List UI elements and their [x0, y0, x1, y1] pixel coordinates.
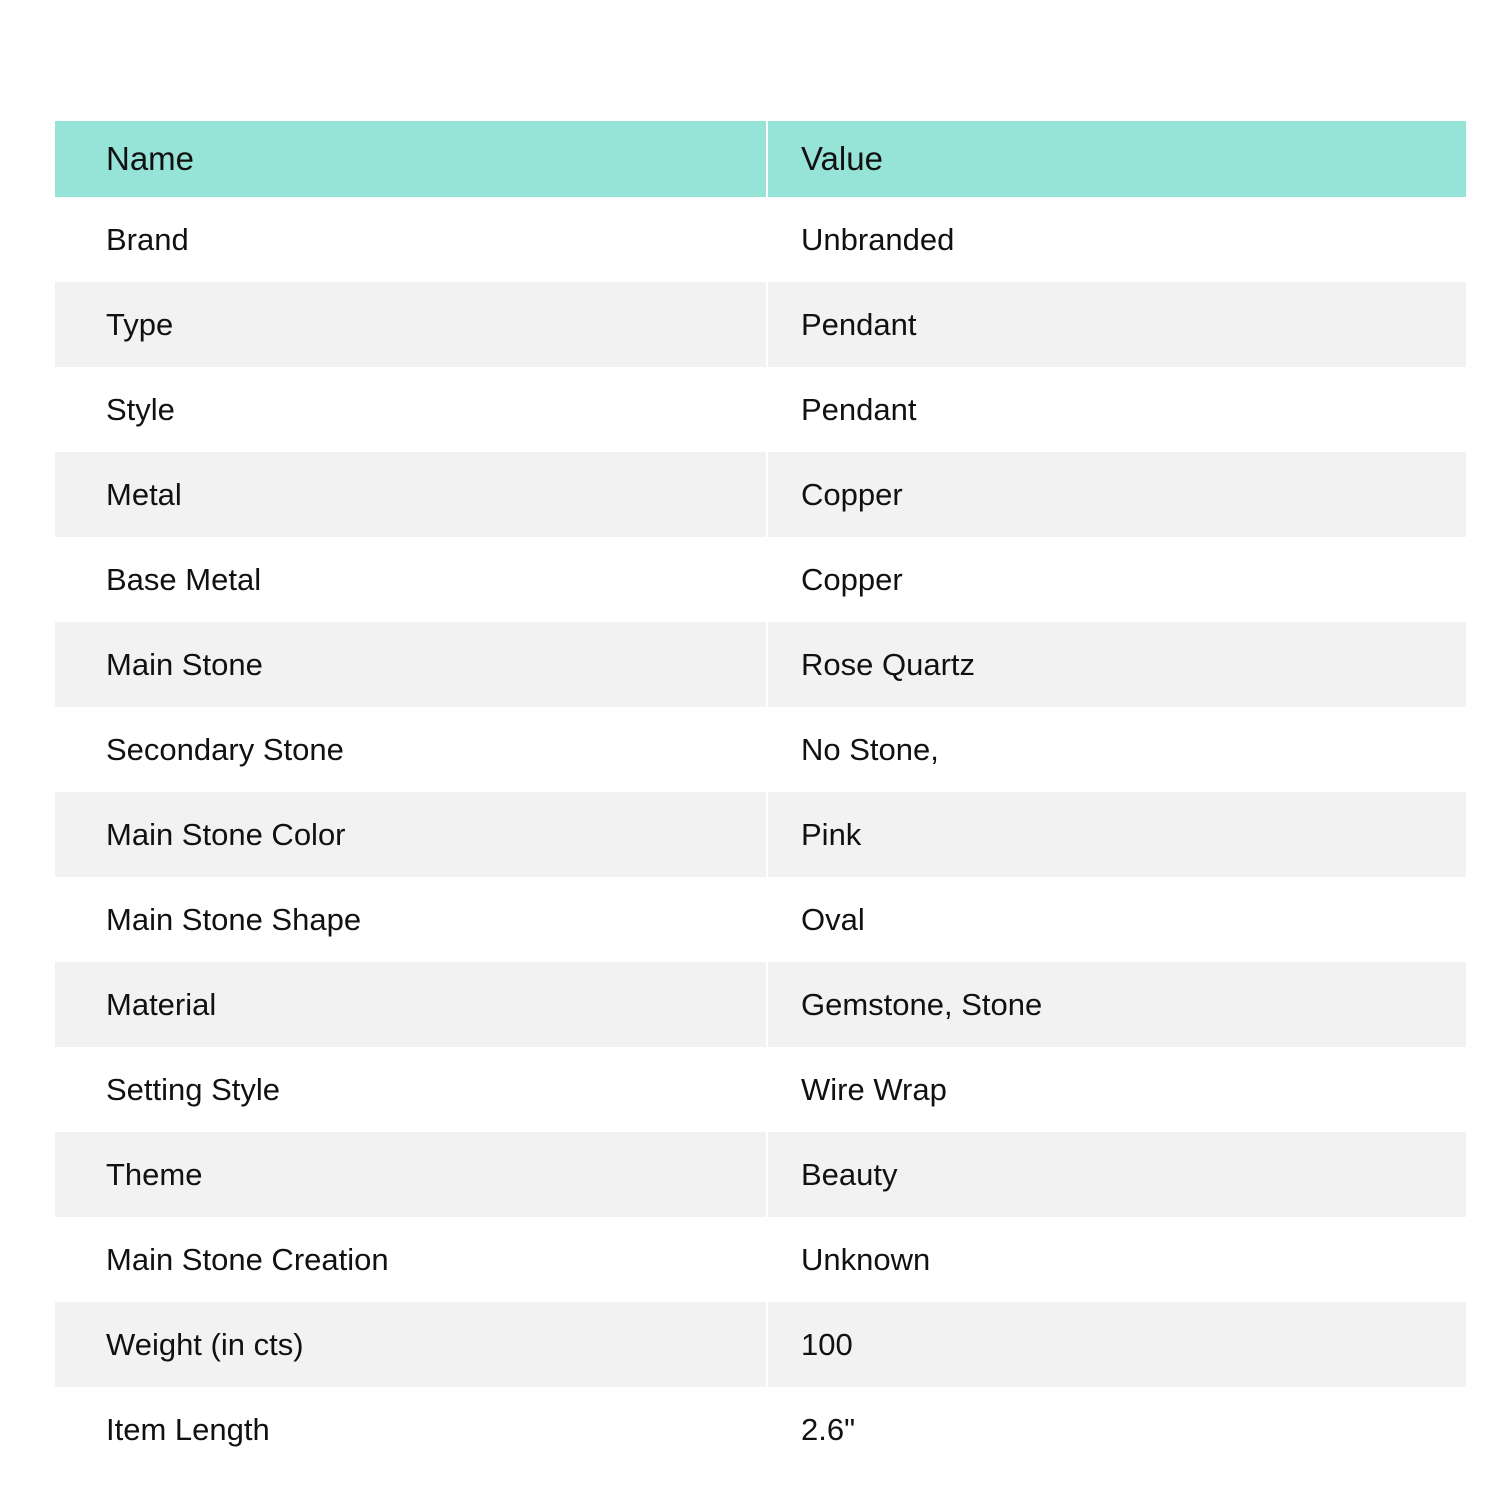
table-row — [55, 1217, 1466, 1302]
row-name-cell: Brand — [55, 197, 766, 282]
row-name-cell: Main Stone Creation — [55, 1217, 766, 1302]
table-row — [55, 282, 1466, 367]
table-row — [55, 622, 1466, 707]
column-header-value: Value — [768, 121, 1466, 197]
row-value-cell: Oval — [768, 877, 1466, 962]
table-row — [55, 367, 1466, 452]
table-row — [55, 707, 1466, 792]
row-value-cell: Gemstone, Stone — [768, 962, 1466, 1047]
row-name-cell: Material — [55, 962, 766, 1047]
table-header-row — [55, 121, 1466, 197]
row-value-cell: Rose Quartz — [768, 622, 1466, 707]
row-value-cell: Copper — [768, 452, 1466, 537]
row-value-cell: 2.6" — [768, 1387, 1466, 1472]
table-body — [55, 197, 1466, 1472]
row-value-cell: No Stone, — [768, 707, 1466, 792]
row-value-cell: 100 — [768, 1302, 1466, 1387]
table-row — [55, 452, 1466, 537]
row-name-cell: Main Stone Shape — [55, 877, 766, 962]
row-name-cell: Main Stone Color — [55, 792, 766, 877]
table-row — [55, 197, 1466, 282]
table-row — [55, 1047, 1466, 1132]
row-name-cell: Theme — [55, 1132, 766, 1217]
row-name-cell: Setting Style — [55, 1047, 766, 1132]
table-row — [55, 1302, 1466, 1387]
row-value-cell: Unknown — [768, 1217, 1466, 1302]
table-row — [55, 877, 1466, 962]
column-header-name: Name — [55, 121, 766, 197]
row-name-cell: Item Length — [55, 1387, 766, 1472]
row-name-cell: Style — [55, 367, 766, 452]
row-name-cell: Type — [55, 282, 766, 367]
row-value-cell: Wire Wrap — [768, 1047, 1466, 1132]
table-row — [55, 1132, 1466, 1217]
row-value-cell: Pendant — [768, 367, 1466, 452]
row-name-cell: Secondary Stone — [55, 707, 766, 792]
table-row — [55, 792, 1466, 877]
item-specifics-table — [55, 121, 1466, 1472]
table-row — [55, 537, 1466, 622]
table-row — [55, 1387, 1466, 1472]
row-value-cell: Pink — [768, 792, 1466, 877]
row-value-cell: Pendant — [768, 282, 1466, 367]
row-value-cell: Beauty — [768, 1132, 1466, 1217]
row-name-cell: Main Stone — [55, 622, 766, 707]
row-name-cell: Base Metal — [55, 537, 766, 622]
row-value-cell: Unbranded — [768, 197, 1466, 282]
row-name-cell: Metal — [55, 452, 766, 537]
row-value-cell: Copper — [768, 537, 1466, 622]
table-row — [55, 962, 1466, 1047]
row-name-cell: Weight (in cts) — [55, 1302, 766, 1387]
